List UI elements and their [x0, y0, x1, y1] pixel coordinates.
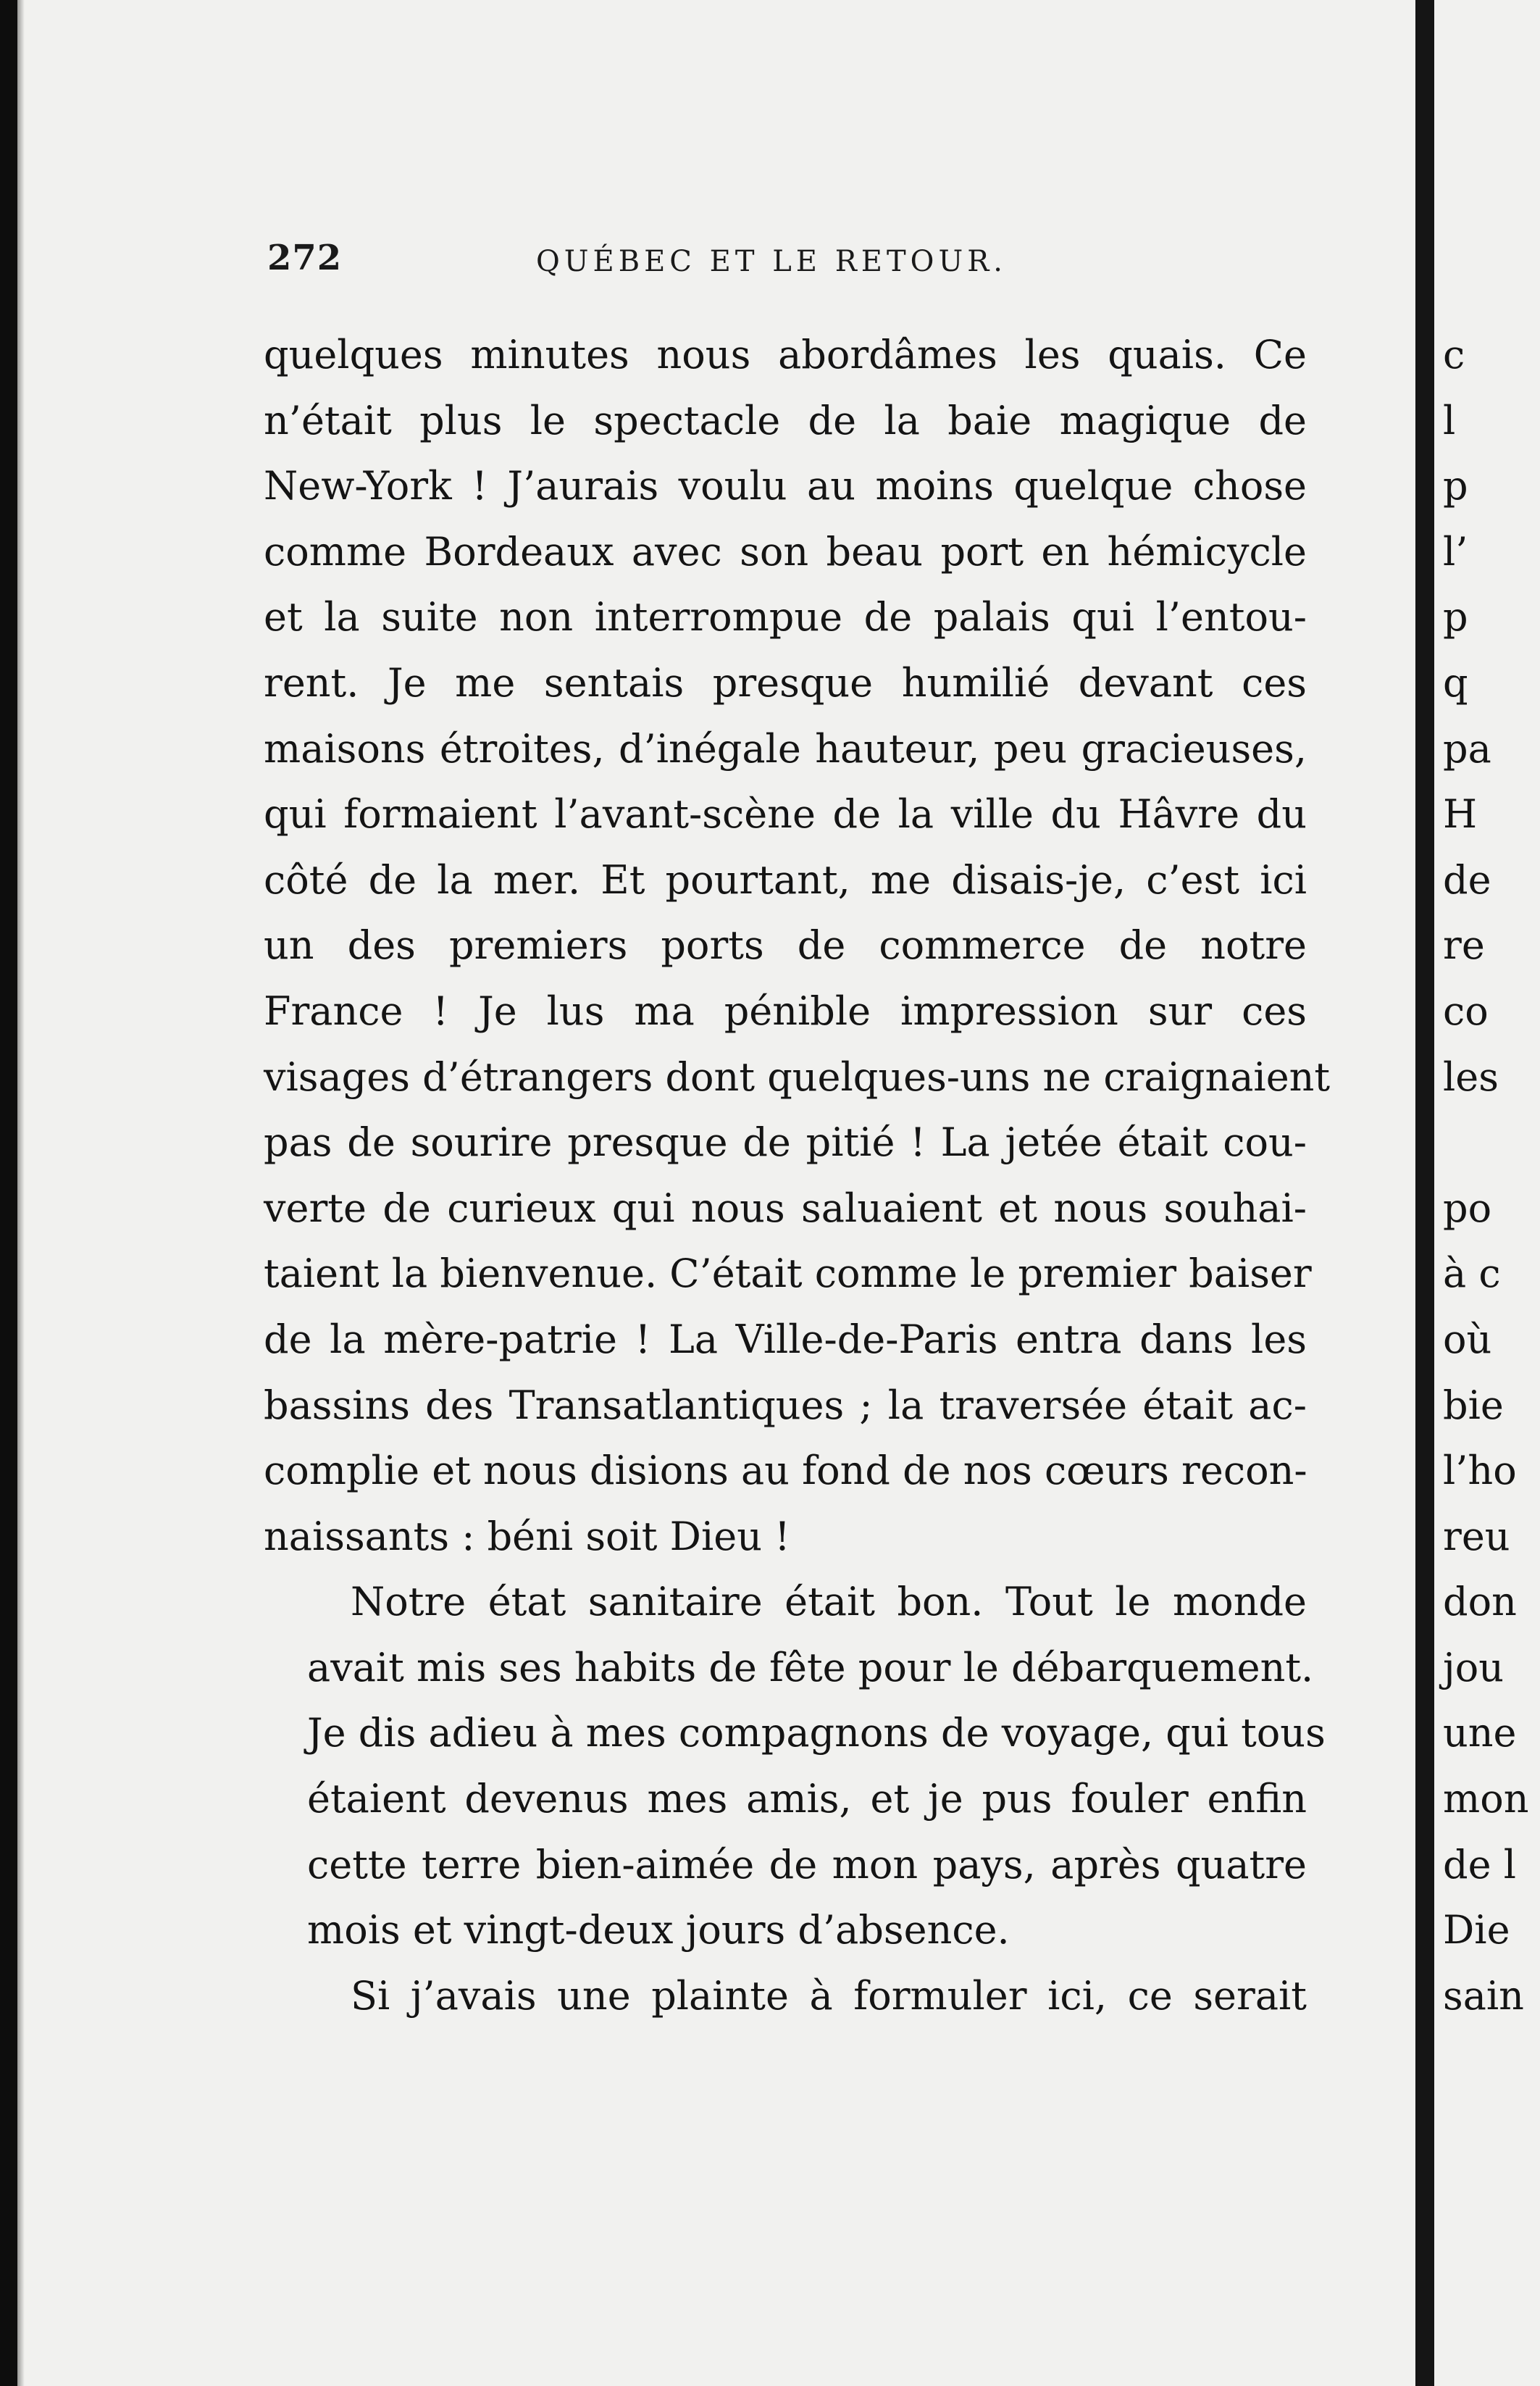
paragraph-3: [264, 1964, 1307, 2030]
text-line: de la mère-patrie ! La Ville-de-Paris entra dans les: [264, 1316, 1307, 1362]
text-line: bassins des Transatlantiques ; la traversée était ac-: [264, 1382, 1307, 1428]
paragraph-2: [264, 1569, 1326, 1964]
text-line: Notre état sanitaire était bon. Tout le monde: [351, 1579, 1307, 1625]
text-line: maisons étroites, d’inégale hauteur, peu gracieuses,: [264, 725, 1307, 772]
text-line: étaient devenus mes amis, et je pus fouler enfin: [307, 1776, 1307, 1822]
text-fragment: c: [1443, 332, 1465, 377]
body-text: [264, 322, 1331, 2029]
text-line: et la suite non interrompue de palais qui l’entou-: [264, 594, 1307, 641]
text-fragment: où: [1443, 1316, 1492, 1362]
text-line: verte de curieux qui nous saluaient et nous souhai-: [264, 1185, 1307, 1231]
text-fragment: q: [1443, 659, 1468, 706]
text-fragment: pa: [1443, 725, 1491, 772]
page-header: [17, 238, 1415, 281]
text-fragment: co: [1443, 988, 1489, 1034]
text-line: cette terre bien-aimée de mon pays, après quatre: [307, 1841, 1307, 1887]
text-fragment: Die: [1443, 1907, 1510, 1953]
text-line: Si j’avais une plainte à formuler ici, ce serait: [351, 1972, 1307, 2019]
running-head: QUÉBEC ET LE RETOUR.: [536, 245, 1008, 278]
text-line: n’était plus le spectacle de la baie magique de: [264, 397, 1307, 443]
text-line: France ! Je lus ma pénible impression sur ces: [264, 988, 1307, 1034]
text-fragment: de: [1443, 856, 1491, 903]
text-line: qui formaient l’avant-scène de la ville du Hâvre du: [264, 791, 1307, 838]
text-fragment: mon: [1443, 1776, 1529, 1822]
text-fragment: de l: [1443, 1841, 1516, 1887]
text-line: quelques minutes nous abordâmes les quais. Ce: [264, 332, 1307, 377]
left-page: [17, 0, 1415, 2386]
text-fragment: l: [1443, 397, 1456, 443]
text-line: visages d’étrangers dont quelques-uns ne craignaient: [264, 1054, 1331, 1100]
text-line: taient la bienvenue. C’était comme le premier baiser: [264, 1251, 1312, 1297]
text-fragment: bie: [1443, 1382, 1504, 1428]
text-line: complie et nous disions au fond de nos cœurs recon-: [264, 1448, 1307, 1494]
text-fragment: l’ho: [1443, 1448, 1517, 1494]
text-fragment: don: [1443, 1579, 1517, 1625]
text-line: un des premiers ports de commerce de notre: [264, 922, 1307, 969]
text-fragment: à c: [1443, 1251, 1501, 1297]
text-fragment: H: [1443, 791, 1478, 838]
text-fragment: une: [1443, 1710, 1517, 1756]
right-page-fragments: [1443, 322, 1540, 2029]
right-page-edge: [1434, 0, 1540, 2386]
text-line: Je dis adieu à mes compagnons de voyage, qui tous: [307, 1710, 1326, 1756]
text-line: comme Bordeaux avec son beau port en hémicycle: [264, 528, 1307, 575]
page-number: 272: [267, 238, 343, 278]
text-line: côté de la mer. Et pourtant, me disais-je, c’est ici: [264, 856, 1307, 903]
text-fragment: sain: [1443, 1972, 1524, 2019]
text-line: naissants : béni soit Dieu !: [264, 1513, 790, 1559]
text-fragment: reu: [1443, 1513, 1510, 1559]
text-line: pas de sourire presque de pitié ! La jetée était cou-: [264, 1119, 1307, 1166]
text-fragment: l’: [1443, 528, 1468, 575]
text-fragment: p: [1443, 463, 1468, 509]
text-line: New-York ! J’aurais voulu au moins quelque chose: [264, 463, 1307, 509]
page-gutter: [1415, 0, 1434, 2386]
text-fragment: les: [1443, 1054, 1499, 1100]
text-line: avait mis ses habits de fête pour le débarquement.: [307, 1644, 1314, 1690]
text-fragment: jou: [1443, 1644, 1505, 1690]
text-fragment: p: [1443, 594, 1468, 641]
text-line: rent. Je me sentais presque humilié devant ces: [264, 659, 1307, 706]
text-fragment: po: [1443, 1185, 1492, 1231]
text-fragment: re: [1443, 922, 1485, 969]
paragraph-1: [264, 322, 1331, 1569]
text-line: mois et vingt-deux jours d’absence.: [307, 1907, 1010, 1953]
